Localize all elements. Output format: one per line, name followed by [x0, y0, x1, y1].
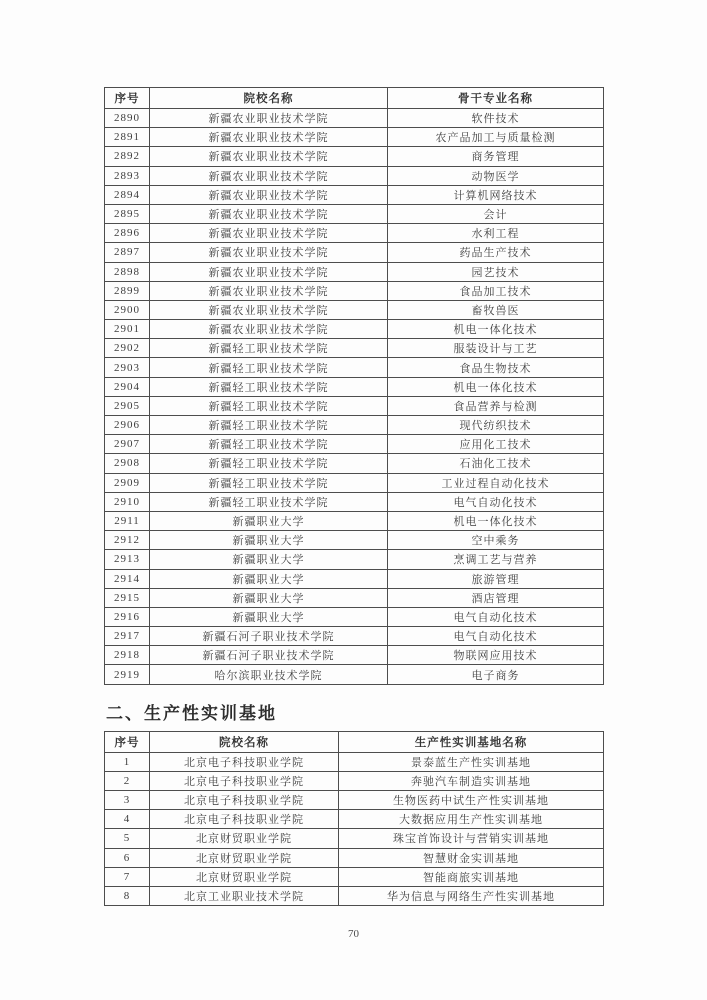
table-cell: 2893 — [105, 166, 150, 185]
table-row — [105, 339, 604, 358]
table-cell: 6 — [105, 848, 150, 867]
table-cell: 2910 — [105, 492, 150, 511]
table-cell: 新疆农业职业技术学院 — [150, 281, 388, 300]
table-header-row — [105, 88, 604, 109]
table-row — [105, 243, 604, 262]
table-cell: 电气自动化技术 — [388, 492, 604, 511]
table-row — [105, 281, 604, 300]
table-row — [105, 358, 604, 377]
table-cell: 5 — [105, 829, 150, 848]
table-cell: 大数据应用生产性实训基地 — [339, 810, 604, 829]
table-cell: 新疆轻工职业技术学院 — [150, 358, 388, 377]
table-cell: 新疆石河子职业技术学院 — [150, 646, 388, 665]
training-base-table-header — [105, 731, 604, 752]
table-cell: 2894 — [105, 185, 150, 204]
column-header-institution: 院校名称 — [150, 731, 339, 752]
table-cell: 8 — [105, 886, 150, 905]
table-cell: 新疆轻工职业技术学院 — [150, 416, 388, 435]
table-row — [105, 588, 604, 607]
table-cell: 珠宝首饰设计与营销实训基地 — [339, 829, 604, 848]
table-cell: 华为信息与网络生产性实训基地 — [339, 886, 604, 905]
table-row — [105, 204, 604, 223]
table-cell: 机电一体化技术 — [388, 377, 604, 396]
column-header-specialty: 骨干专业名称 — [388, 88, 604, 109]
table-cell: 2906 — [105, 416, 150, 435]
table-cell: 电子商务 — [388, 665, 604, 684]
table-cell: 北京工业职业技术学院 — [150, 886, 339, 905]
table-cell: 新疆农业职业技术学院 — [150, 128, 388, 147]
table-row — [105, 646, 604, 665]
table-cell: 智慧财金实训基地 — [339, 848, 604, 867]
table-cell: 2904 — [105, 377, 150, 396]
table-cell: 新疆轻工职业技术学院 — [150, 492, 388, 511]
table-cell: 食品生物技术 — [388, 358, 604, 377]
column-header-index: 序号 — [105, 731, 150, 752]
table-cell: 2915 — [105, 588, 150, 607]
table-cell: 2897 — [105, 243, 150, 262]
section-heading-training-bases: 二、生产性实训基地 — [106, 703, 277, 723]
table-cell: 空中乘务 — [388, 531, 604, 550]
training-base-table — [104, 731, 604, 907]
table-cell: 酒店管理 — [388, 588, 604, 607]
table-cell: 新疆农业职业技术学院 — [150, 185, 388, 204]
key-specialty-table-header — [105, 88, 604, 109]
table-row — [105, 320, 604, 339]
table-cell: 应用化工技术 — [388, 435, 604, 454]
table-cell: 新疆农业职业技术学院 — [150, 204, 388, 223]
table-cell: 北京电子科技职业学院 — [150, 752, 339, 771]
table-cell: 新疆职业大学 — [150, 531, 388, 550]
table-cell: 2892 — [105, 147, 150, 166]
table-cell: 现代纺织技术 — [388, 416, 604, 435]
table-cell: 机电一体化技术 — [388, 511, 604, 530]
table-cell: 农产品加工与质量检测 — [388, 128, 604, 147]
table-row — [105, 300, 604, 319]
table-row — [105, 829, 604, 848]
table-cell: 2908 — [105, 454, 150, 473]
column-header-institution: 院校名称 — [150, 88, 388, 109]
table-cell: 动物医学 — [388, 166, 604, 185]
table-row — [105, 109, 604, 128]
table-row — [105, 665, 604, 684]
column-header-index: 序号 — [105, 88, 150, 109]
table-row — [105, 752, 604, 771]
table-cell: 2895 — [105, 204, 150, 223]
table-row — [105, 454, 604, 473]
table-row — [105, 771, 604, 790]
table-cell: 7 — [105, 867, 150, 886]
table-cell: 新疆农业职业技术学院 — [150, 300, 388, 319]
table-row — [105, 166, 604, 185]
table-cell: 2905 — [105, 396, 150, 415]
table-cell: 北京财贸职业学院 — [150, 867, 339, 886]
training-base-table-body — [105, 752, 604, 906]
table-cell: 电气自动化技术 — [388, 627, 604, 646]
table-cell: 2916 — [105, 607, 150, 626]
table-cell: 2912 — [105, 531, 150, 550]
table-cell: 新疆农业职业技术学院 — [150, 166, 388, 185]
table-cell: 新疆农业职业技术学院 — [150, 224, 388, 243]
table-cell: 2907 — [105, 435, 150, 454]
table-cell: 石油化工技术 — [388, 454, 604, 473]
table-cell: 商务管理 — [388, 147, 604, 166]
table-cell: 北京电子科技职业学院 — [150, 810, 339, 829]
table-cell: 新疆轻工职业技术学院 — [150, 377, 388, 396]
table-row — [105, 511, 604, 530]
page-content — [104, 87, 603, 906]
table-cell: 2918 — [105, 646, 150, 665]
table-cell: 水利工程 — [388, 224, 604, 243]
table-cell: 药品生产技术 — [388, 243, 604, 262]
table-cell: 生物医药中试生产性实训基地 — [339, 791, 604, 810]
table-cell: 2914 — [105, 569, 150, 588]
table-cell: 2891 — [105, 128, 150, 147]
table-cell: 新疆职业大学 — [150, 511, 388, 530]
table-row — [105, 492, 604, 511]
table-cell: 新疆职业大学 — [150, 569, 388, 588]
key-specialty-table — [104, 87, 604, 685]
table-row — [105, 848, 604, 867]
table-row — [105, 185, 604, 204]
table-row — [105, 377, 604, 396]
table-cell: 新疆职业大学 — [150, 588, 388, 607]
table-row — [105, 810, 604, 829]
table-row — [105, 886, 604, 905]
table-header-row — [105, 731, 604, 752]
table-cell: 4 — [105, 810, 150, 829]
table-cell: 哈尔滨职业技术学院 — [150, 665, 388, 684]
table-cell: 机电一体化技术 — [388, 320, 604, 339]
page-number: 70 — [348, 928, 359, 940]
table-cell: 2899 — [105, 281, 150, 300]
table-cell: 新疆农业职业技术学院 — [150, 243, 388, 262]
table-cell: 新疆轻工职业技术学院 — [150, 454, 388, 473]
table-cell: 2917 — [105, 627, 150, 646]
table-cell: 2911 — [105, 511, 150, 530]
table-cell: 服装设计与工艺 — [388, 339, 604, 358]
table-cell: 2898 — [105, 262, 150, 281]
table-cell: 新疆农业职业技术学院 — [150, 320, 388, 339]
table-cell: 会计 — [388, 204, 604, 223]
table-row — [105, 607, 604, 626]
table-row — [105, 435, 604, 454]
table-cell: 智能商旅实训基地 — [339, 867, 604, 886]
table-cell: 畜牧兽医 — [388, 300, 604, 319]
table-cell: 景泰蓝生产性实训基地 — [339, 752, 604, 771]
table-cell: 园艺技术 — [388, 262, 604, 281]
table-row — [105, 473, 604, 492]
table-row — [105, 569, 604, 588]
table-cell: 新疆农业职业技术学院 — [150, 147, 388, 166]
table-cell: 食品营养与检测 — [388, 396, 604, 415]
key-specialty-table-body — [105, 109, 604, 685]
table-cell: 2902 — [105, 339, 150, 358]
table-row — [105, 224, 604, 243]
table-cell: 北京财贸职业学院 — [150, 829, 339, 848]
table-row — [105, 128, 604, 147]
table-cell: 新疆职业大学 — [150, 550, 388, 569]
table-cell: 北京财贸职业学院 — [150, 848, 339, 867]
table-cell: 新疆石河子职业技术学院 — [150, 627, 388, 646]
table-row — [105, 416, 604, 435]
table-row — [105, 396, 604, 415]
table-cell: 电气自动化技术 — [388, 607, 604, 626]
table-cell: 2909 — [105, 473, 150, 492]
table-row — [105, 791, 604, 810]
table-cell: 物联网应用技术 — [388, 646, 604, 665]
table-cell: 新疆农业职业技术学院 — [150, 109, 388, 128]
table-cell: 2903 — [105, 358, 150, 377]
table-cell: 新疆职业大学 — [150, 607, 388, 626]
table-cell: 北京电子科技职业学院 — [150, 791, 339, 810]
table-cell: 烹调工艺与营养 — [388, 550, 604, 569]
table-cell: 软件技术 — [388, 109, 604, 128]
table-cell: 3 — [105, 791, 150, 810]
table-cell: 2900 — [105, 300, 150, 319]
table-cell: 食品加工技术 — [388, 281, 604, 300]
table-cell: 2896 — [105, 224, 150, 243]
table-row — [105, 550, 604, 569]
table-cell: 1 — [105, 752, 150, 771]
table-cell: 新疆轻工职业技术学院 — [150, 435, 388, 454]
table-cell: 北京电子科技职业学院 — [150, 771, 339, 790]
table-row — [105, 627, 604, 646]
table-cell: 新疆农业职业技术学院 — [150, 262, 388, 281]
table-cell: 工业过程自动化技术 — [388, 473, 604, 492]
table-cell: 2919 — [105, 665, 150, 684]
table-row — [105, 531, 604, 550]
table-row — [105, 867, 604, 886]
table-cell: 2 — [105, 771, 150, 790]
table-cell: 新疆轻工职业技术学院 — [150, 339, 388, 358]
table-cell: 新疆轻工职业技术学院 — [150, 396, 388, 415]
table-cell: 奔驰汽车制造实训基地 — [339, 771, 604, 790]
column-header-base-name: 生产性实训基地名称 — [339, 731, 604, 752]
table-cell: 旅游管理 — [388, 569, 604, 588]
table-cell: 2901 — [105, 320, 150, 339]
table-cell: 计算机网络技术 — [388, 185, 604, 204]
table-row — [105, 262, 604, 281]
table-row — [105, 147, 604, 166]
table-cell: 2890 — [105, 109, 150, 128]
table-cell: 2913 — [105, 550, 150, 569]
table-cell: 新疆轻工职业技术学院 — [150, 473, 388, 492]
